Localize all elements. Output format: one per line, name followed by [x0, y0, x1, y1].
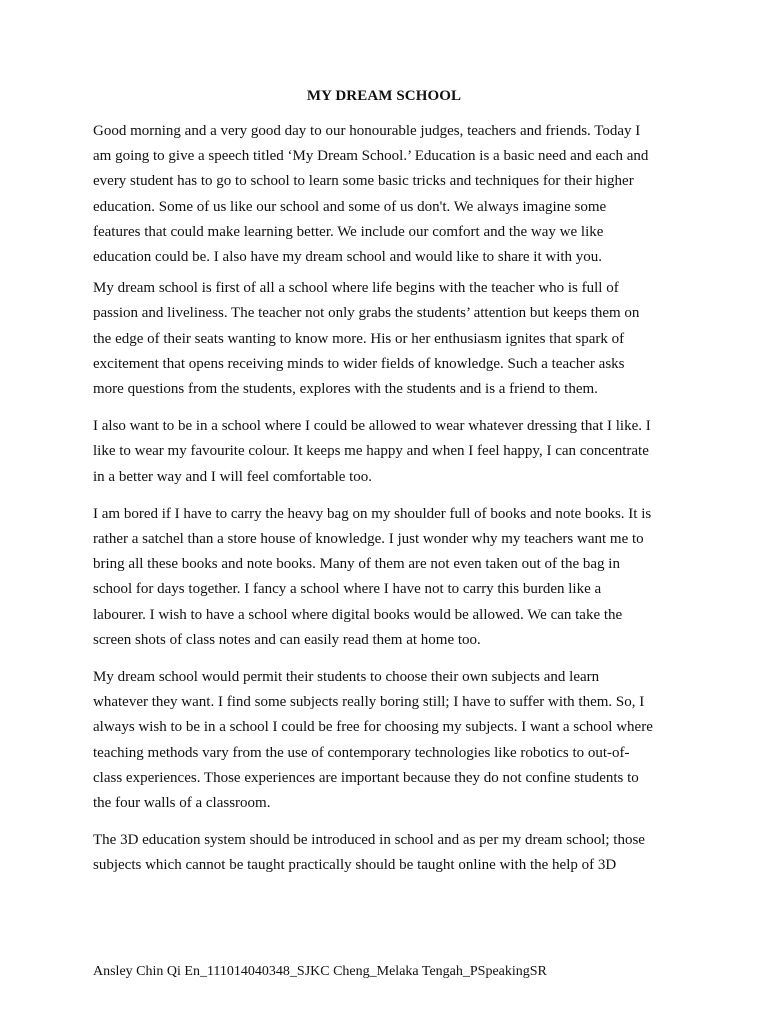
text-line: excitement that opens receiving minds to wider fields of knowledge. Such a teacher asks	[93, 355, 625, 372]
text-line: every student has to go to school to learn some basic tricks and techniques for their higher	[93, 173, 634, 190]
text-line: subjects which cannot be taught practically should be taught online with the help of 3D	[93, 857, 617, 874]
text-line: screen shots of class notes and can easily read them at home too.	[93, 631, 481, 648]
text-line: more questions from the students, explores with the students and is a friend to them.	[93, 381, 598, 398]
text-line: rather a satchel than a store house of knowledge. I just wonder why my teachers want me to	[93, 531, 644, 548]
text-line: the four walls of a classroom.	[93, 795, 271, 812]
paragraph-books	[93, 502, 678, 653]
text-line: The 3D education system should be introduced in school and as per my dream school; those	[93, 832, 645, 849]
text-line: education. Some of us like our school and some of us don't. We always imagine some	[93, 198, 607, 215]
text-line: education could be. I also have my dream school and would like to share it with you.	[93, 249, 603, 266]
text-line: bring all these books and note books. Many of them are not even taken out of the bag in	[93, 556, 620, 573]
text-line: passion and liveliness. The teacher not only grabs the students’ attention but keeps them on	[93, 305, 640, 322]
text-line: features that could make learning better. We include our comfort and the way we like	[93, 223, 604, 240]
text-line: I am bored if I have to carry the heavy bag on my shoulder full of books and note books. It is	[93, 505, 652, 522]
text-line: always wish to be in a school I could be free for choosing my subjects. I want a school where	[93, 719, 653, 736]
text-line: whatever they want. I find some subjects really boring still; I have to suffer with them. So, I	[93, 694, 645, 711]
text-line: My dream school is first of all a school where life begins with the teacher who is full of	[93, 280, 619, 297]
text-line: school for days together. I fancy a school where I have not to carry this burden like a	[93, 581, 602, 598]
text-line: Good morning and a very good day to our honourable judges, teachers and friends. Today I	[93, 123, 641, 139]
text-line: My dream school would permit their students to choose their own subjects and learn	[93, 669, 600, 686]
paragraph-teacher	[93, 276, 678, 402]
text-line: class experiences. Those experiences are important because they do not confine students to	[93, 769, 639, 786]
text-line: labourer. I wish to have a school where digital books would be allowed. We can take the	[93, 606, 623, 623]
text-line: am going to give a speech titled ‘My Dream School.’ Education is a basic need and each and	[93, 148, 649, 165]
text-line: like to wear my favourite colour. It keeps me happy and when I feel happy, I can concentrate	[93, 443, 649, 460]
document-body	[93, 119, 678, 879]
paragraph-3d-education	[93, 828, 678, 878]
text-line: the edge of their seats wanting to know more. His or her enthusiasm ignites that spark of	[93, 330, 625, 347]
paragraph-introduction	[93, 119, 678, 270]
paragraph-dressing	[93, 414, 678, 490]
text-line: teaching methods vary from the use of contemporary technologies like robotics to out-of-	[93, 744, 630, 761]
document-title: MY DREAM SCHOOL	[306, 88, 462, 104]
text-line: I also want to be in a school where I could be allowed to wear whatever dressing that I like. I	[93, 418, 651, 435]
page-footer: Ansley Chin Qi En_111014040348_SJKC Cheng_Melaka Tengah_PSpeakingSR	[93, 964, 547, 979]
paragraph-subjects	[93, 665, 678, 816]
text-line: in a better way and I will feel comfortable too.	[93, 468, 373, 485]
